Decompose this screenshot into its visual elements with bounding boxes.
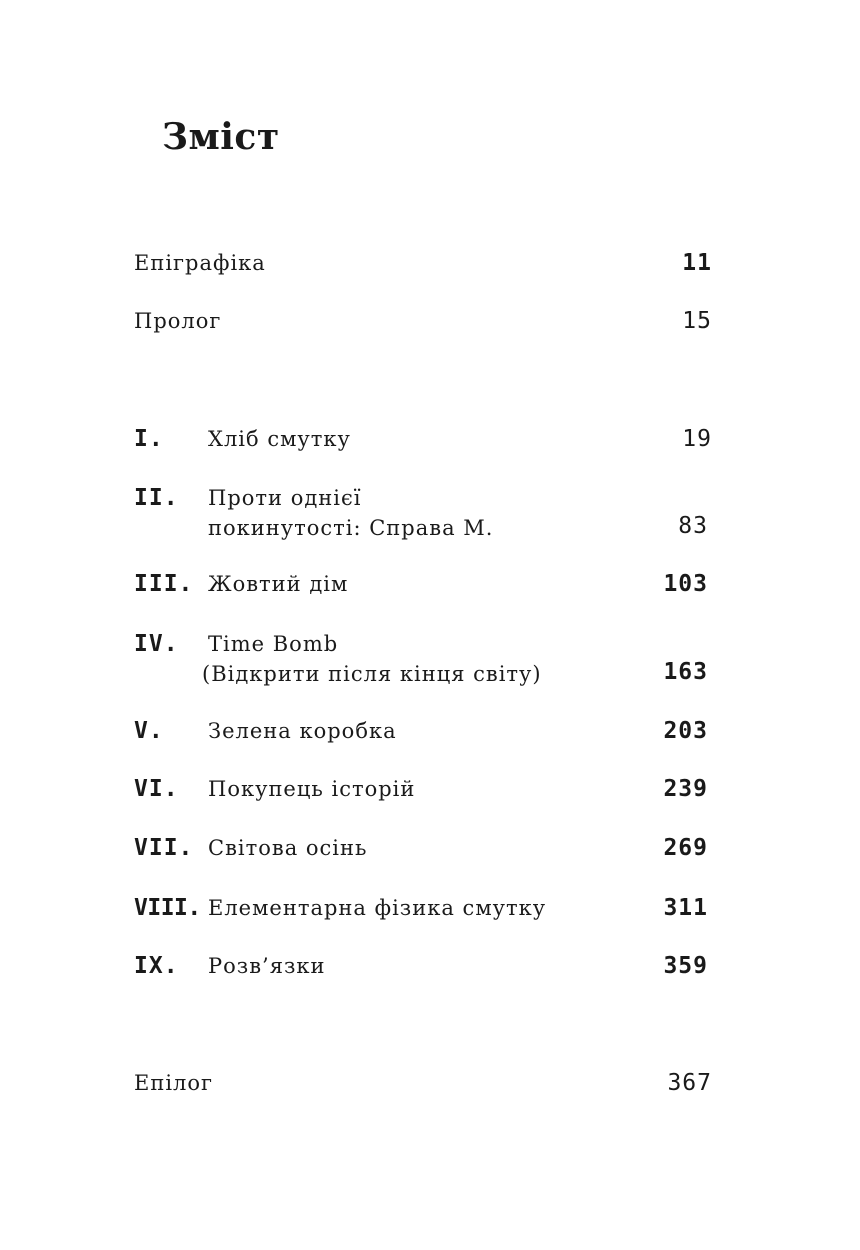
chapter-title <box>208 951 326 981</box>
chapter-numeral: I. <box>134 426 164 452</box>
toc-entry-page: 11 <box>682 250 712 276</box>
chapter-title <box>208 483 493 543</box>
chapter-numeral: VII. <box>134 835 194 861</box>
chapter-title <box>208 424 351 454</box>
chapter-title <box>208 716 397 746</box>
chapter-page: 19 <box>682 426 712 452</box>
chapter-title-line: Елементарна фізика смутку <box>208 896 547 920</box>
chapter-page: 203 <box>663 718 708 744</box>
chapter-page: 163 <box>663 659 708 685</box>
chapter-numeral: IV. <box>134 631 179 657</box>
chapter-page: 311 <box>663 895 708 921</box>
toc-entry-label: Пролог <box>134 309 222 333</box>
chapter-title-line: Хліб смутку <box>208 427 351 451</box>
chapter-title <box>202 629 542 689</box>
chapter-title <box>208 833 367 863</box>
chapter-title-line: Покупець історій <box>208 777 416 801</box>
chapter-numeral: II. <box>134 485 179 511</box>
chapter-page: 239 <box>663 776 708 802</box>
chapter-title <box>208 774 415 804</box>
chapter-numeral: VIII. <box>134 895 201 921</box>
chapter-page: 359 <box>663 953 708 979</box>
chapter-title <box>208 893 546 923</box>
chapter-title-line: (Відкрити після кінця світу) <box>202 662 542 686</box>
chapter-title-line: Світова осінь <box>208 836 368 860</box>
chapter-title-line: покинутості: Справа М. <box>208 516 494 540</box>
chapter-title-line: Проти однієї <box>208 486 362 510</box>
chapter-page: 83 <box>678 513 708 539</box>
toc-entry-label: Епілог <box>134 1071 214 1095</box>
toc-entry-page: 15 <box>682 308 712 334</box>
chapter-page: 269 <box>663 835 708 861</box>
chapter-numeral: IX. <box>134 953 179 979</box>
chapter-title-line: Time Bomb <box>208 632 339 656</box>
chapter-title-line: Зелена коробка <box>208 719 397 743</box>
chapter-numeral: V. <box>134 718 164 744</box>
chapter-numeral: III. <box>134 571 194 597</box>
chapter-title <box>208 569 348 599</box>
chapter-title-line: Розв’язки <box>208 954 326 978</box>
chapter-numeral: VI. <box>134 776 179 802</box>
chapter-title-line: Жовтий дім <box>208 572 349 596</box>
toc-entry-label: Епіграфіка <box>134 251 266 275</box>
chapter-page: 103 <box>663 571 708 597</box>
toc-entry-page: 367 <box>667 1070 712 1096</box>
page-title: Зміст <box>162 116 280 158</box>
